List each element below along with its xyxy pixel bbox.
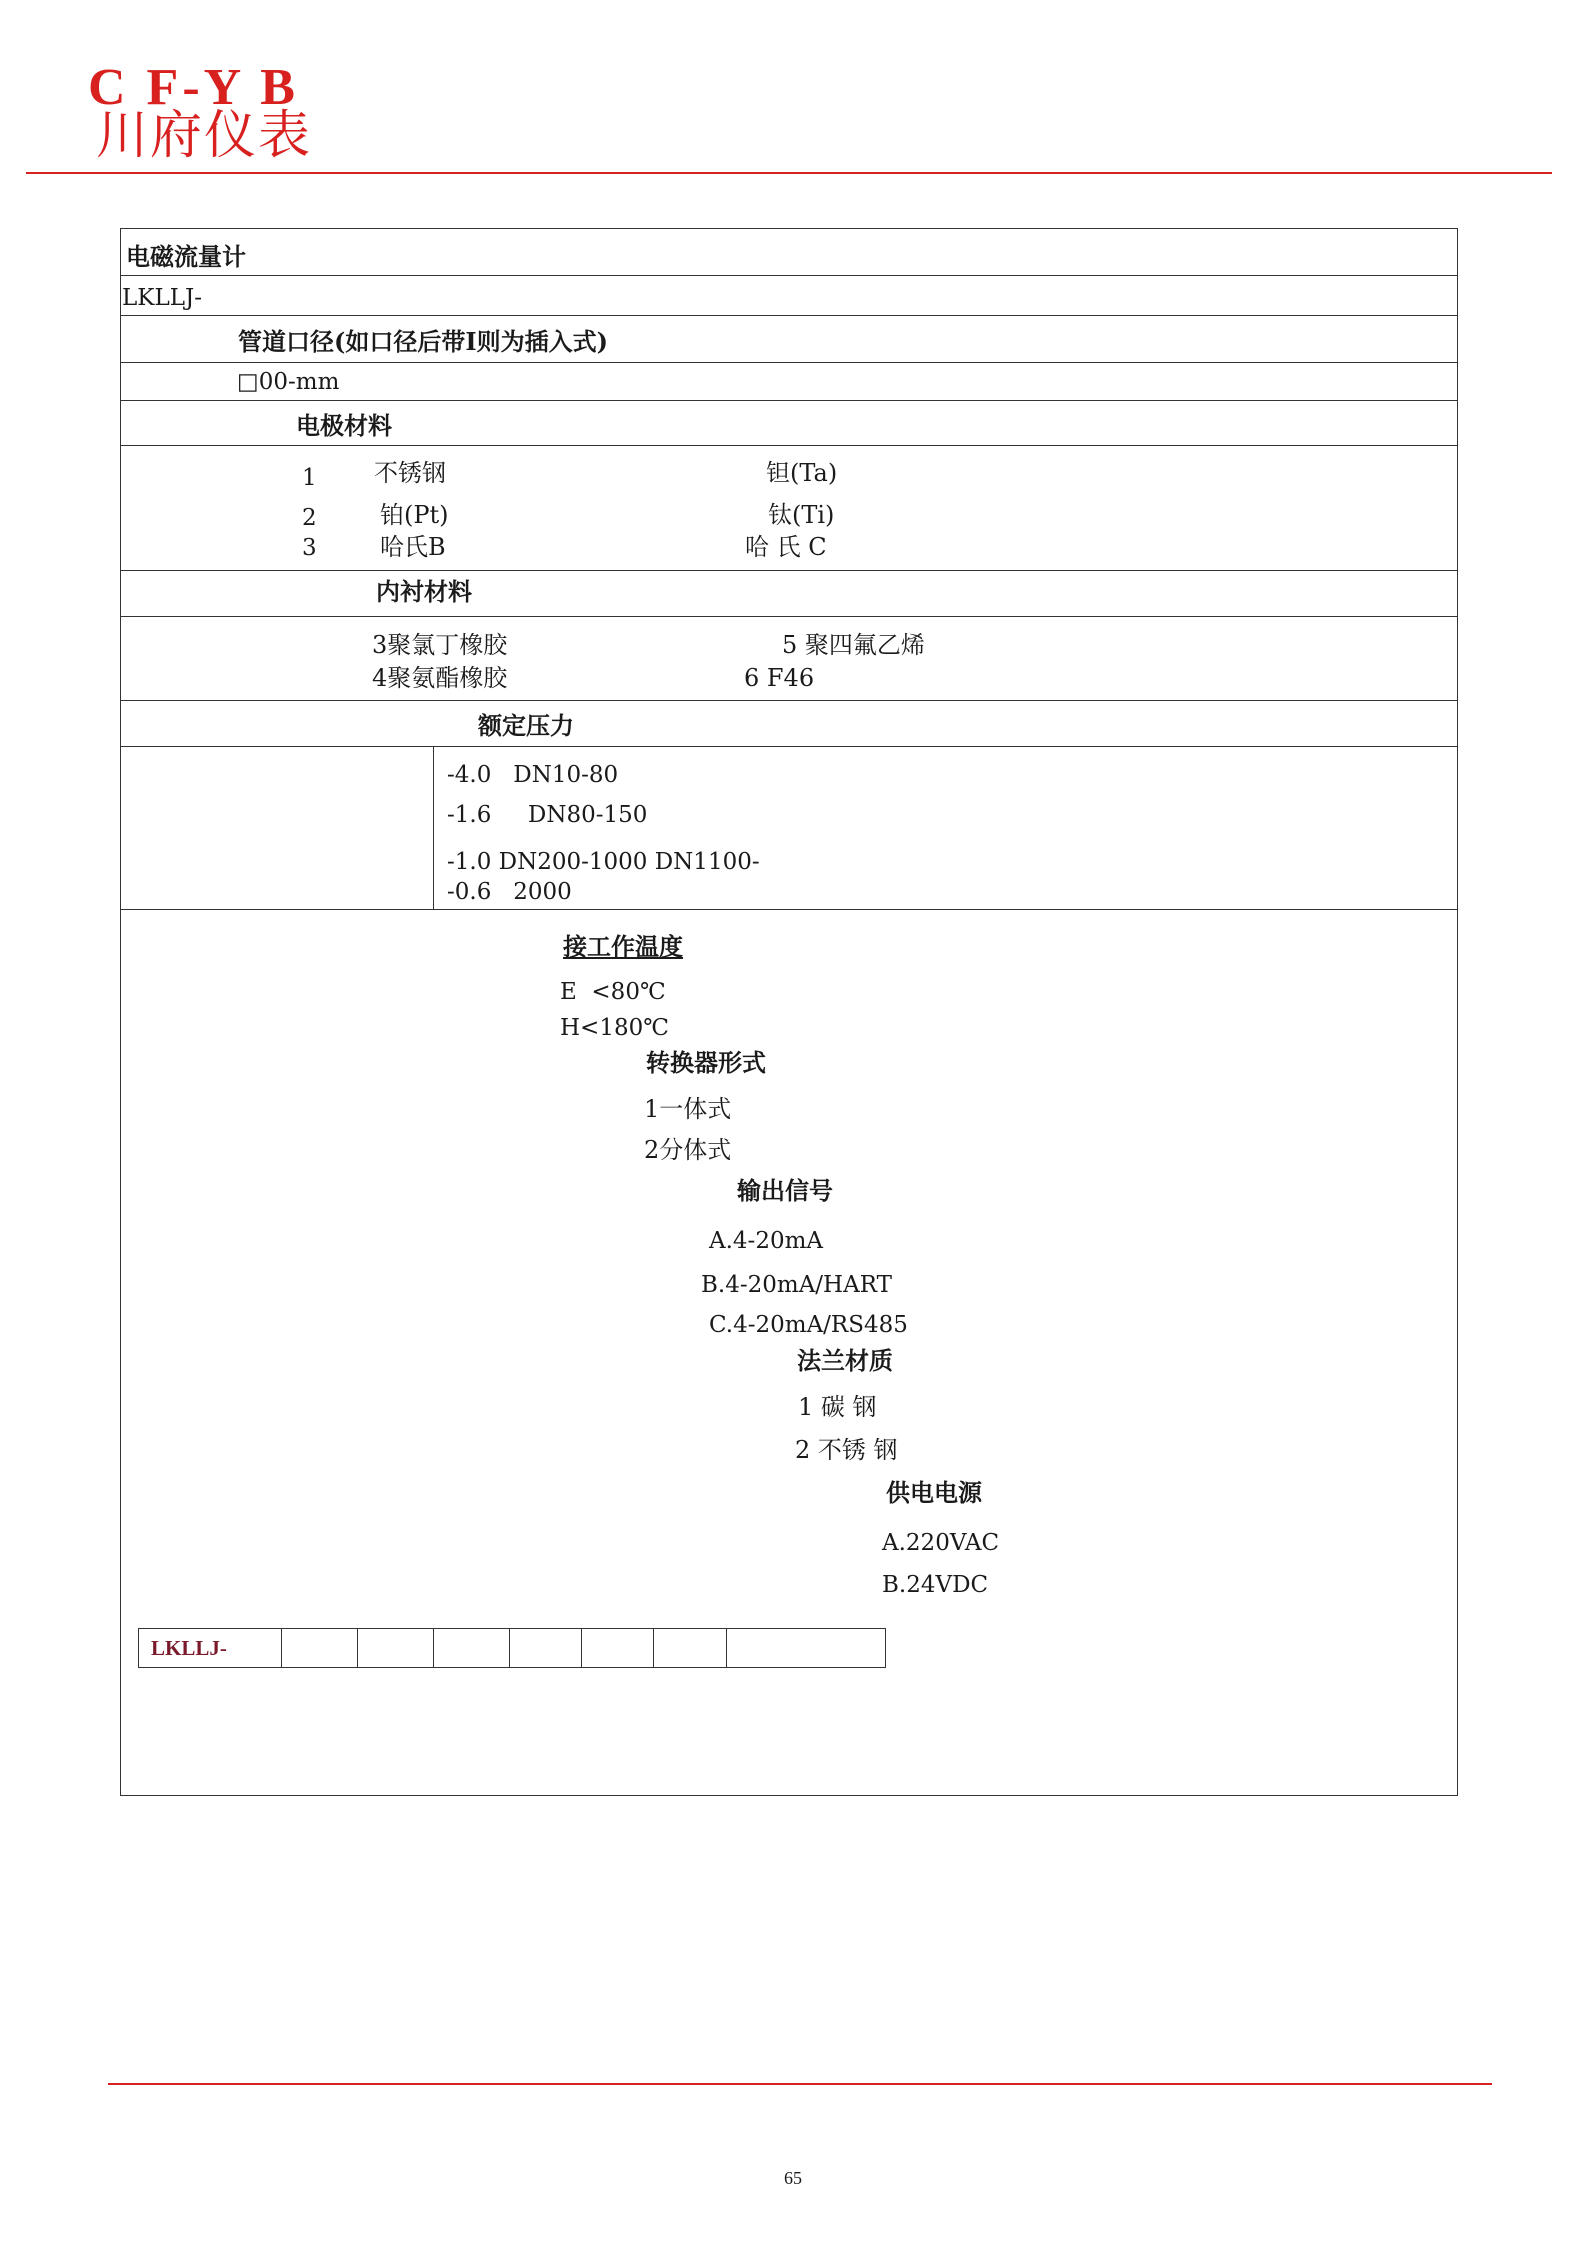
lining-option: 6 F46 [744,664,815,692]
electrode-heading: 电极材料 [296,411,392,440]
pipe-size-heading: 管道口径(如口径后带I则为插入式) [238,327,608,356]
lining-option: 4聚氨酯橡胶 [372,664,508,692]
pressure-row: -0.6 2000 [447,879,572,905]
lining-option: 3聚氯丁橡胶 [372,631,508,659]
logo-text-cn: 川府仪表 [96,106,313,166]
row-divider [120,275,1458,276]
model-code-cell [282,1629,358,1667]
header-divider [26,172,1552,174]
model-code-cell [434,1629,510,1667]
lining-option: 5 聚四氟乙烯 [782,631,925,659]
flange-heading: 法兰材质 [797,1346,893,1375]
temperature-heading: 接工作温度 [563,932,683,961]
row-divider [120,616,1458,617]
electrode-code: 1 [302,465,317,491]
temperature-option: E <80℃ [560,979,666,1005]
row-divider [120,362,1458,363]
power-heading: 供电电源 [886,1478,982,1507]
model-code-cell [582,1629,654,1667]
electrode-name: 不锈钢 [374,459,446,487]
footer-divider [108,2083,1492,2085]
pressure-row: -4.0 DN10-80 [447,762,619,788]
page-number: 65 [784,2168,802,2188]
model-code-cell [727,1629,885,1667]
converter-option: 2分体式 [644,1136,732,1164]
model-code-cell [654,1629,727,1667]
output-option: C.4-20mA/RS485 [709,1312,908,1338]
flange-option: 2 不锈 钢 [795,1436,898,1464]
row-divider [120,315,1458,316]
product-title: 电磁流量计 [126,242,246,271]
row-divider [120,400,1458,401]
model-code-prefix: LKLLJ- [139,1629,282,1667]
power-option: B.24VDC [882,1572,989,1598]
output-option: B.4-20mA/HART [701,1272,892,1298]
model-code-cell [358,1629,434,1667]
row-divider [120,445,1458,446]
converter-heading: 转换器形式 [646,1048,766,1077]
pressure-column-divider [433,746,434,909]
electrode-code: 2 [302,505,317,531]
output-heading: 输出信号 [737,1176,833,1205]
output-option: A.4-20mA [709,1228,824,1254]
model-code-cell [510,1629,582,1667]
converter-option: 1一体式 [644,1095,732,1123]
pressure-row: -1.0 DN200-1000 DN1100- [447,849,760,875]
electrode-alt: 钽(Ta) [766,459,838,487]
pressure-heading: 额定压力 [478,711,574,740]
power-option: A.220VAC [882,1530,1000,1556]
model-code-table [138,1628,886,1668]
electrode-name: 哈氏B [380,533,446,561]
logo-text-en: C F-Y B [88,59,299,116]
pipe-size-value: □00-mm [237,369,340,395]
electrode-name: 铂(Pt) [380,501,449,529]
temperature-option: H<180℃ [560,1015,669,1041]
lining-heading: 内衬材料 [376,577,472,606]
row-divider [120,570,1458,571]
pressure-row: -1.6 DN80-150 [447,802,648,828]
flange-option: 1 碳 钢 [798,1393,877,1421]
electrode-alt: 钛(Ti) [768,501,835,529]
model-prefix: LKLLJ- [122,285,202,311]
row-divider [120,909,1458,910]
electrode-alt: 哈 氏 C [745,533,827,561]
row-divider [120,746,1458,747]
row-divider [120,700,1458,701]
electrode-code: 3 [302,535,317,561]
